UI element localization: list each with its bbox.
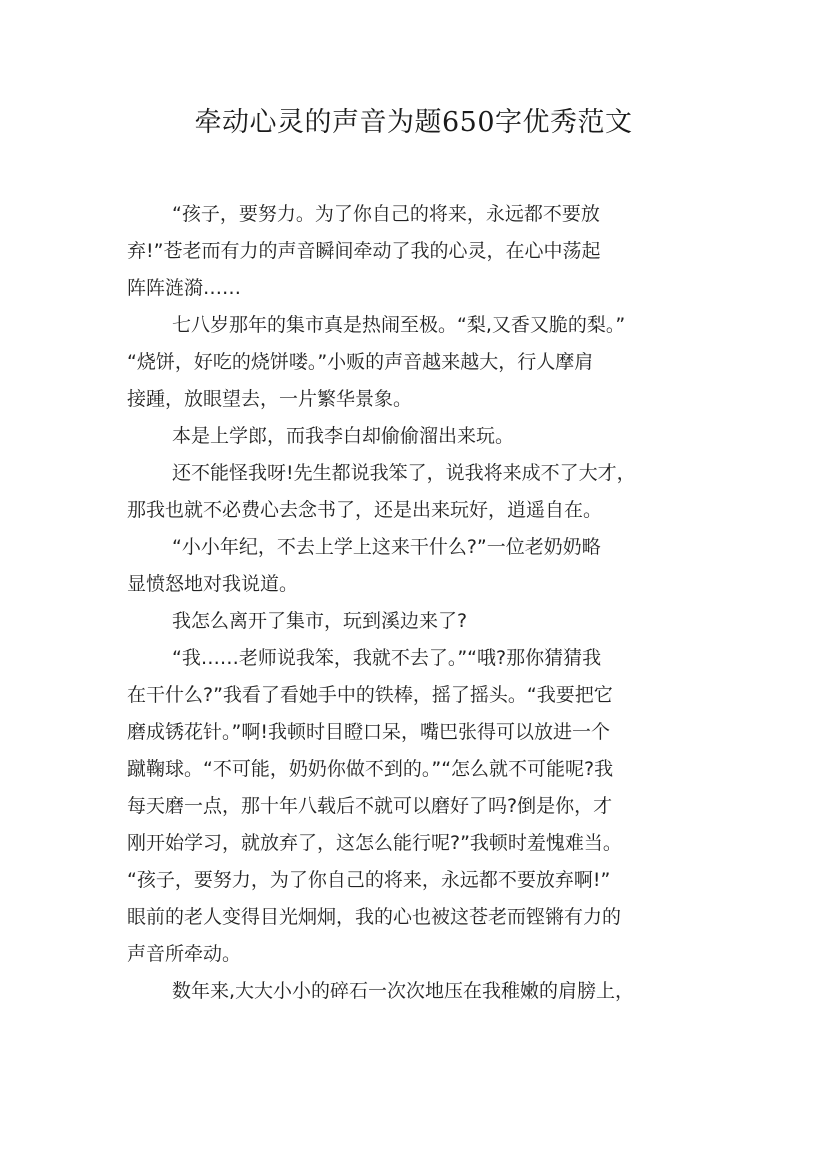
paragraph-line: 磨成锈花针。”啊!我顿时目瞪口呆，嘴巴张得可以放进一个 bbox=[127, 721, 610, 743]
paragraph-line: “小小年纪，不去上学上这来干什么?”一位老奶奶略 bbox=[172, 536, 601, 558]
paragraph-line: 在干什么?”我看了看她手中的铁棒，摇了摇头。“我要把它 bbox=[127, 684, 613, 706]
paragraph-line: 我怎么离开了集市，玩到溪边来了? bbox=[172, 610, 468, 632]
paragraph-line: 接踵，放眼望去，一片繁华景象。 bbox=[127, 388, 413, 410]
document-title: 牵动心灵的声音为题650字优秀范文 bbox=[194, 107, 633, 138]
document-body bbox=[127, 196, 727, 1010]
paragraph-line: 每天磨一点，那十年八载后不就可以磨好了吗?倒是你，才 bbox=[127, 795, 613, 817]
paragraph-line: 蹴鞠球。“不可能，奶奶你做不到的。”“怎么就不可能呢?我 bbox=[127, 758, 614, 780]
paragraph-line: “烧饼，好吃的烧饼喽。”小贩的声音越来越大，行人摩肩 bbox=[127, 351, 594, 373]
paragraph-line: 本是上学郎，而我李白却偷偷溜出来玩。 bbox=[172, 425, 515, 447]
paragraph-line: “孩子，要努力。为了你自己的将来，永远都不要放 bbox=[172, 203, 600, 225]
paragraph-line: 那我也就不必费心去念书了，还是出来玩好，逍遥自在。 bbox=[127, 499, 603, 521]
paragraph-line: 数年来,大大小小的碎石一次次地压在我稚嫩的肩膀上， bbox=[172, 980, 635, 1002]
paragraph-line: “孩子，要努力，为了你自己的将来，永远都不要放弃啊!” bbox=[127, 869, 611, 891]
paragraph-line: 弃!”苍老而有力的声音瞬间牵动了我的心灵，在心中荡起 bbox=[127, 240, 601, 262]
paragraph-line: 刚开始学习，就放弃了，这怎么能行呢?”我顿时羞愧难当。 bbox=[127, 832, 622, 854]
paragraph-line: 声音所牵动。 bbox=[127, 943, 242, 965]
paragraph-line: 七八岁那年的集市真是热闹至极。“梨,又香又脆的梨。” bbox=[172, 314, 626, 336]
paragraph-line: 还不能怪我呀!先生都说我笨了，说我将来成不了大才， bbox=[172, 462, 636, 484]
paragraph-line: 显愤怒地对我说道。 bbox=[127, 573, 299, 595]
paragraph-line: 眼前的老人变得目光炯炯，我的心也被这苍老而铿锵有力的 bbox=[127, 906, 622, 928]
paragraph-line: “我……老师说我笨，我就不去了。”“哦?那你猜猜我 bbox=[172, 647, 602, 669]
paragraph-line: 阵阵涟漪…… bbox=[127, 277, 242, 299]
